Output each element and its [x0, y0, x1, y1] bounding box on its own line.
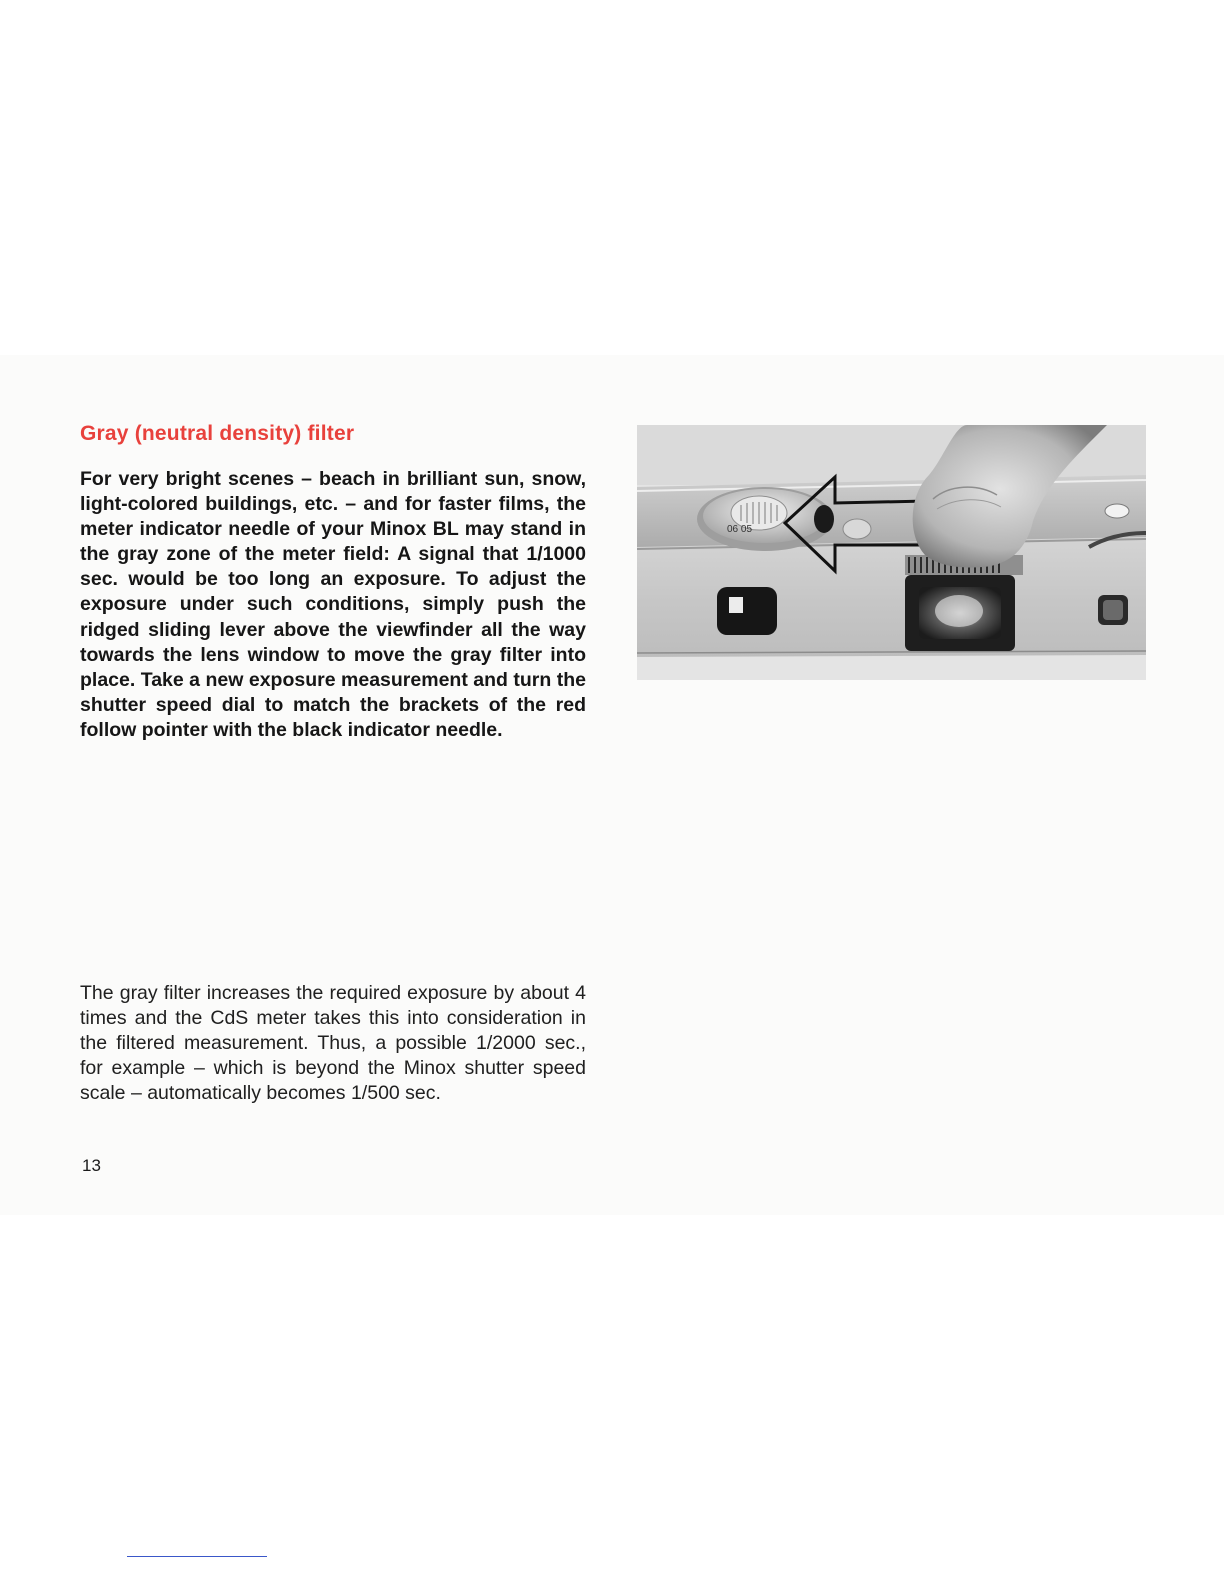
footer-rule	[127, 1556, 267, 1557]
camera-photo	[637, 425, 1146, 680]
section-heading: Gray (neutral density) filter	[80, 422, 355, 445]
instruction-paragraph: For very bright scenes – beach in brilliant sun, snow, light-colored buildings, etc. – and for faster films, the meter indicator needle of your Minox BL may stand in the gray zone of the meter field: A signal that 1/1000 sec. would be too long an exposure. To adjust the exposure under such conditions, simply push the ridged sliding lever above the viewfinder all the way towards the lens window to move the gray filter into place. Take a new exposure measurement and turn the shutter speed dial to match the brackets of the red follow pointer with the black indicator needle.	[80, 468, 586, 741]
explanation-paragraph: The gray filter increases the required exposure by about 4 times and the CdS meter takes this into consideration in the filtered measurement. Thus, a possible 1/2000 sec., for example – which is beyond the Minox shutter speed scale – automatically becomes 1/500 sec.	[80, 982, 586, 1104]
dial-marks: 06 05	[727, 524, 753, 535]
page-number: 13	[82, 1156, 101, 1175]
